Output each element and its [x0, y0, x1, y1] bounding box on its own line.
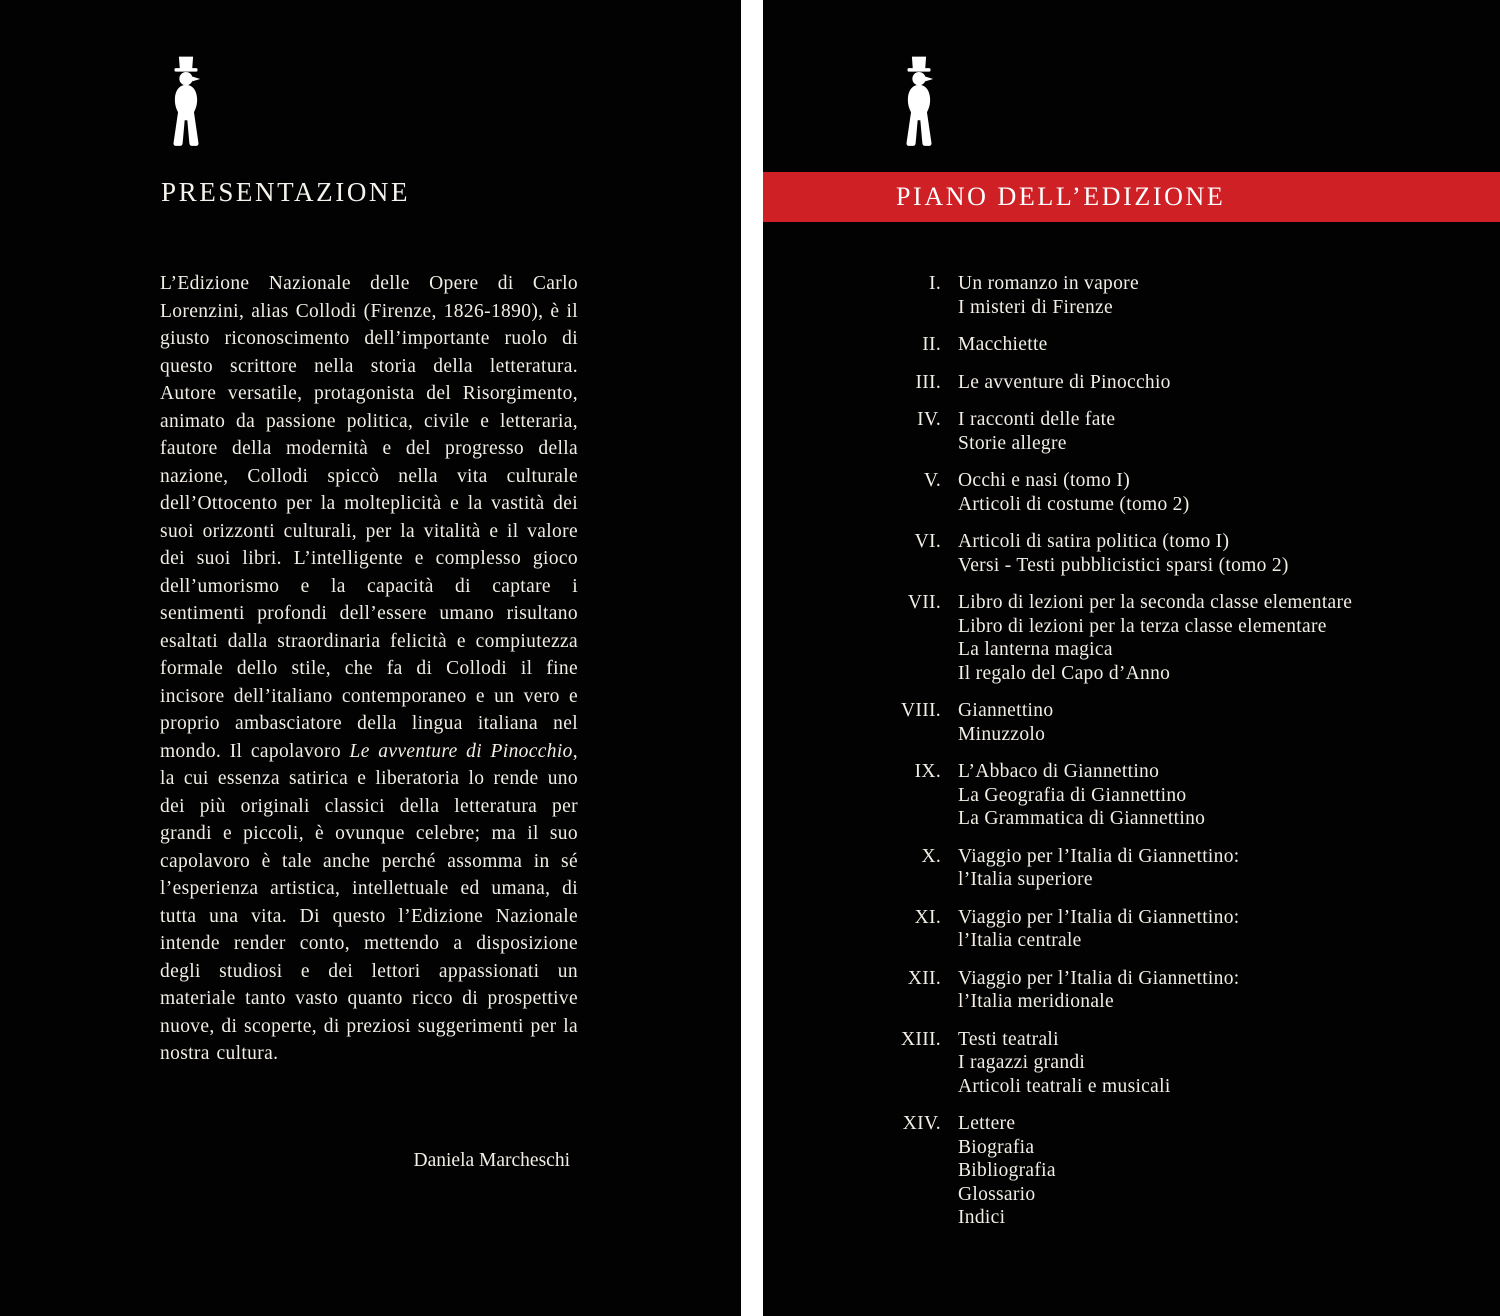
plan-item-line: Le avventure di Pinocchio — [958, 371, 1171, 393]
right-page — [763, 0, 1500, 1316]
plan-item — [763, 591, 1500, 685]
plan-item-line: I misteri di Firenze — [958, 296, 1113, 318]
plan-item-line: Articoli di costume (tomo 2) — [958, 493, 1190, 515]
plan-item-numeral: V. — [923, 470, 941, 491]
plan-item-line: Lettere — [958, 1113, 1016, 1134]
author-signature: Daniela Marcheschi — [413, 1150, 570, 1171]
plan-item-line: Articoli di satira politica (tomo I) — [958, 531, 1230, 552]
pinocchio-silhouette-icon — [163, 50, 209, 164]
presentation-title: PRESENTAZIONE — [161, 177, 411, 207]
plan-item-numeral: IV. — [917, 409, 941, 430]
plan-item-line: La lanterna magica — [958, 639, 1113, 660]
plan-item — [763, 530, 1500, 577]
plan-item — [763, 469, 1500, 516]
plan-item-numeral: XII. — [907, 967, 941, 989]
edition-plan-title: PIANO DELL’EDIZIONE — [896, 182, 1226, 211]
plan-item-lines — [958, 906, 1239, 953]
pinocchio-book-title: Le avventure di Pinocchio — [349, 740, 573, 762]
plan-item-line: l’Italia superiore — [958, 869, 1093, 890]
plan-item-line: Indici — [958, 1207, 1006, 1228]
plan-item-lines — [958, 333, 1048, 357]
plan-item-line: Articoli teatrali e musicali — [958, 1075, 1171, 1097]
plan-item-numeral: III. — [915, 371, 941, 393]
plan-item-line: Viaggio per l’Italia di Giannettino: — [958, 845, 1240, 867]
plan-item-numeral: VI. — [914, 531, 941, 552]
plan-item-line: l’Italia meridionale — [958, 991, 1114, 1012]
pinocchio-silhouette-icon — [896, 50, 942, 164]
plan-item-line: Giannettino — [958, 700, 1054, 721]
plan-item-line: La Geografia di Giannettino — [958, 784, 1187, 806]
plan-item-line: La Grammatica di Giannettino — [958, 808, 1206, 829]
plan-item-line: L’Abbaco di Giannettino — [958, 761, 1160, 782]
presentation-text-part2: , la cui essenza satirica e liberatoria lo rende uno dei più originali classici della letteratura per grandi e piccoli, è ovunque celebre; ma il suo capolavoro è tale anche perché assomma in sé l’esperienza artistica, intellettuale ed umana, di tutta una vita. Di questo l’Edizione Nazionale intende render conto, mettendo a disposizione degli studiosi e dei lettori appassionati un materiale tanto vasto quanto ricco di prospettive nuove, di scoperte, di preziosi suggerimenti per la nostra cultura. — [160, 740, 578, 1064]
left-page — [0, 0, 741, 1316]
plan-item — [763, 333, 1500, 357]
plan-item-line: Viaggio per l’Italia di Giannettino: — [958, 906, 1240, 928]
plan-item-line: Versi - Testi pubblicistici sparsi (tomo 2) — [958, 554, 1289, 576]
plan-item-numeral: XIII. — [901, 1028, 941, 1050]
plan-item — [763, 760, 1500, 831]
plan-item-numeral: XI. — [914, 906, 941, 928]
plan-item-line: Testi teatrali — [958, 1028, 1059, 1050]
page-gutter — [741, 0, 763, 1316]
plan-item-line: I ragazzi grandi — [958, 1052, 1086, 1073]
plan-item-numeral: VII. — [907, 592, 941, 613]
plan-item-lines — [958, 469, 1190, 516]
plan-item-lines — [958, 591, 1352, 685]
plan-item-lines — [958, 699, 1053, 746]
plan-item-line: Occhi e nasi (tomo I) — [958, 470, 1130, 491]
plan-item-line: Libro di lezioni per la terza classe elementare — [958, 615, 1327, 637]
plan-item-line: Bibliografia — [958, 1160, 1056, 1181]
plan-item-line: Libro di lezioni per la seconda classe elementare — [958, 592, 1353, 613]
plan-item-lines — [958, 760, 1205, 831]
edition-plan-banner — [763, 172, 1500, 222]
plan-item-lines — [958, 408, 1115, 455]
plan-item-lines — [958, 967, 1239, 1014]
plan-item-numeral: IX. — [914, 761, 941, 782]
plan-item-numeral: II. — [922, 334, 941, 355]
plan-item-line: Biografia — [958, 1136, 1035, 1158]
plan-item — [763, 845, 1500, 892]
plan-item — [763, 967, 1500, 1014]
plan-item-line: l’Italia centrale — [958, 930, 1082, 951]
plan-item-numeral: XIV. — [902, 1113, 941, 1134]
plan-item-line: Storie allegre — [958, 432, 1067, 454]
plan-item — [763, 699, 1500, 746]
plan-item-line: Minuzzolo — [958, 723, 1046, 745]
presentation-text-part1: L’Edizione Nazionale delle Opere di Carlo Lorenzini, alias Collodi (Firenze, 1826-1890), è il giusto riconoscimento dell’importante ruolo di questo scrittore nella storia della letteratura. Autore versatile, protagonista del Risorgimento, animato da passione politica, civile e letteraria, fautore della modernità e del progresso della nazione, Collodi spiccò nella vita culturale dell’Ottocento per la molteplicità e la vastità dei suoi orizzonti culturali, per la vitalità e il valore dei suoi libri. L’intelligente e complesso gioco dell’umorismo e la capacità di captare i sentimenti profondi dell’essere umano risultano esaltati dalla straordinaria felicità e compiutezza formale dello stile, che fa di Collodi il fine incisore dell’italiano contemporaneo e un vero e proprio ambasciatore della lingua italiana nel mondo. Il capolavoro — [160, 273, 578, 762]
presentation-text — [160, 270, 578, 1068]
plan-item-lines — [958, 530, 1289, 577]
plan-item-lines — [958, 845, 1239, 892]
plan-item — [763, 408, 1500, 455]
plan-item — [763, 1028, 1500, 1099]
plan-item — [763, 371, 1500, 395]
plan-item-numeral: I. — [929, 273, 941, 294]
plan-item-lines — [958, 1112, 1056, 1230]
plan-item — [763, 1112, 1500, 1230]
plan-item-line: Il regalo del Capo d’Anno — [958, 662, 1171, 684]
plan-item — [763, 272, 1500, 319]
plan-item-line: I racconti delle fate — [958, 409, 1116, 430]
plan-item-numeral: X. — [921, 845, 941, 867]
plan-item — [763, 906, 1500, 953]
edition-plan-list — [763, 272, 1500, 1230]
plan-item-lines — [958, 272, 1139, 319]
plan-item-numeral: VIII. — [901, 700, 941, 721]
plan-item-line: Glossario — [958, 1183, 1036, 1205]
plan-item-lines — [958, 1028, 1171, 1099]
plan-item-line: Macchiette — [958, 334, 1048, 355]
plan-item-line: Viaggio per l’Italia di Giannettino: — [958, 967, 1240, 989]
plan-item-line: Un romanzo in vapore — [958, 273, 1139, 294]
plan-item-lines — [958, 371, 1171, 395]
